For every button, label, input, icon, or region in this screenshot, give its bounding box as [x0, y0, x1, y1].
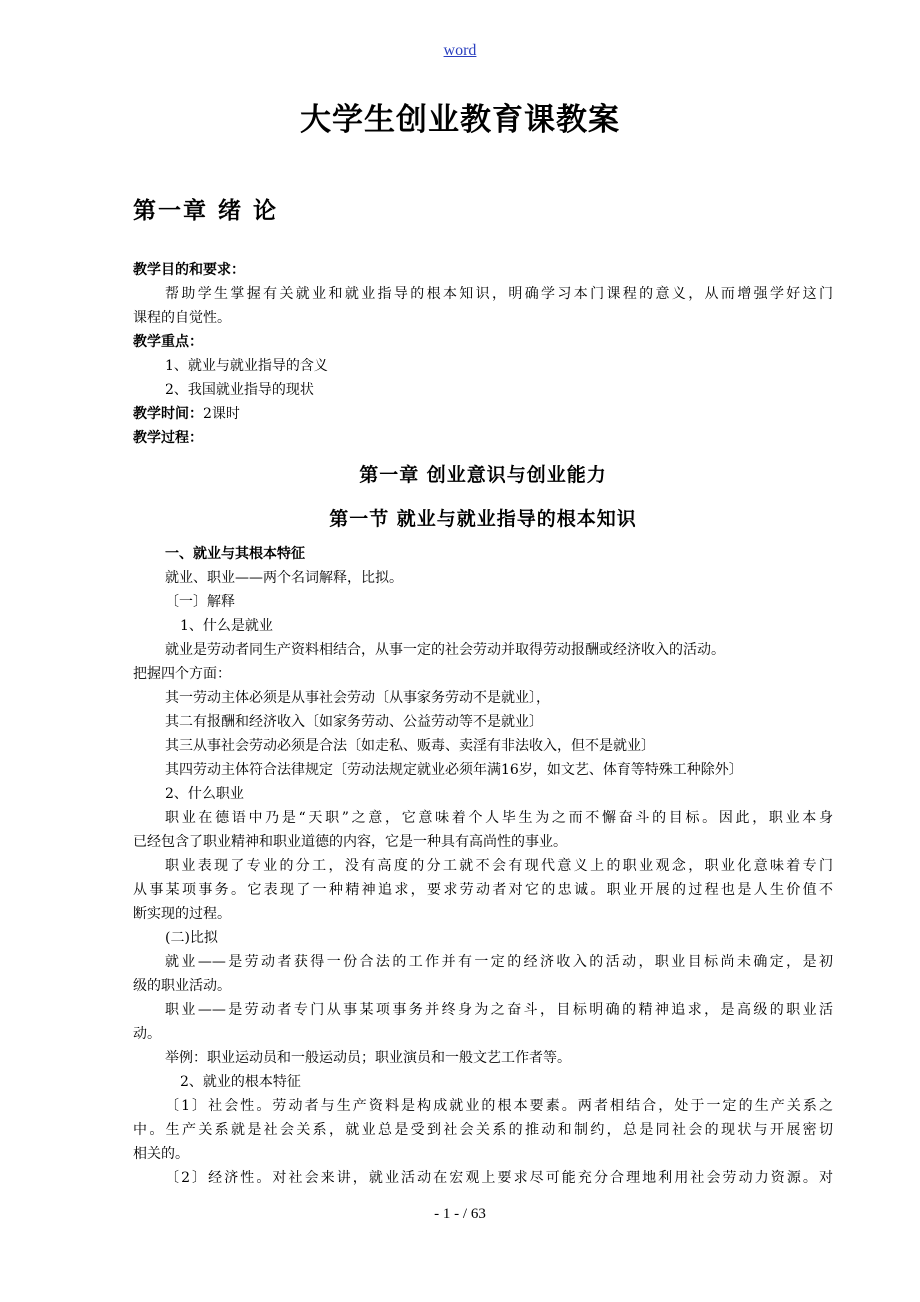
paragraph-cont: 已经包含了职业精神和职业道德的内容，它是一种具有高尚性的事业。	[133, 834, 567, 850]
paragraph: 就业是劳动者同生产资料相结合，从事一定的社会劳动并取得劳动报酬或经济收入的活动。	[165, 642, 725, 658]
objectives-label: 教学目的和要求：	[133, 262, 245, 278]
paragraph: 职业在德语中乃是“天职”之意，它意味着个人毕生为之而不懈奋斗的目标。因此，职业本身	[165, 810, 833, 826]
page-number: - 1 - / 63	[434, 1206, 486, 1222]
list-item: 其二有报酬和经济收入〔如家务劳动、公益劳动等不是就业〕	[165, 714, 543, 730]
paragraph-cont: 中。生产关系就是社会关系，就业总是受到社会关系的推动和制约，总是同社会的现状与开展密切	[133, 1122, 833, 1138]
paragraph: 2、什么职业	[165, 786, 244, 802]
teaching-time	[133, 402, 833, 426]
list-item: 其四劳动主体符合法律规定〔劳动法规定就业必须年满16岁，如文艺、体育等特殊工种除外〕	[165, 762, 743, 778]
paragraph: 〔1〕社会性。劳动者与生产资料是构成就业的根本要素。两者相结合，处于一定的生产关系之	[165, 1098, 833, 1114]
list-item: 其一劳动主体必须是从事社会劳动〔从事家务劳动不是就业〕，	[165, 690, 550, 706]
section-title: 第一节 就业与就业指导的根本知识	[329, 508, 637, 530]
document-title: 大学生创业教育课教案	[300, 102, 620, 138]
key-point-item: 1、就业与就业指导的含义	[165, 358, 328, 374]
paragraph: 就业——是劳动者获得一份合法的工作并有一定的经济收入的活动，职业目标尚未确定，是初	[165, 954, 833, 970]
paragraph: 举例：职业运动员和一般运动员；职业演员和一般文艺工作者等。	[165, 1050, 571, 1066]
document-body	[133, 258, 833, 1190]
header-word-link[interactable]: word	[443, 42, 477, 59]
paragraph: 2、就业的根本特征	[180, 1074, 301, 1090]
paragraph: 1、什么是就业	[180, 618, 273, 634]
key-point-item: 2、我国就业指导的现状	[165, 382, 314, 398]
objectives-text-cont: 课程的自觉性。	[133, 310, 231, 326]
paragraph-cont: 断实现的过程。	[133, 906, 231, 922]
paragraph: 职业表现了专业的分工，没有高度的分工就不会有现代意义上的职业观念，职业化意味着专门	[165, 858, 833, 874]
objectives-text: 帮助学生掌握有关就业和就业指导的根本知识，明确学习本门课程的意义，从而增强学好这门	[165, 286, 833, 302]
paragraph-cont: 从事某项事务。它表现了一种精神追求，要求劳动者对它的忠诚。职业开展的过程也是人生价值不	[133, 882, 833, 898]
paragraph: 〔一〕解释	[165, 594, 235, 610]
process-label: 教学过程：	[133, 430, 203, 446]
paragraph: (二)比拟	[165, 930, 218, 946]
key-points-label: 教学重点：	[133, 334, 203, 350]
paragraph: 〔2〕经济性。对社会来讲，就业活动在宏观上要求尽可能充分合理地利用社会劳动力资源。对	[165, 1170, 833, 1186]
paragraph: 职业——是劳动者专门从事某项事务并终身为之奋斗，目标明确的精神追求，是高级的职业活	[165, 1002, 833, 1018]
paragraph: 就业、职业——两个名词解释，比拟。	[165, 570, 403, 586]
chapter-heading: 第一章 绪 论	[133, 198, 279, 224]
subsection-heading: 一、就业与其根本特征	[165, 546, 305, 562]
paragraph-cont: 相关的。	[133, 1146, 189, 1162]
chapter-title: 第一章 创业意识与创业能力	[359, 464, 607, 486]
time-label: 教学时间：	[133, 406, 203, 422]
time-value: 2课时	[203, 406, 240, 422]
list-item: 其三从事社会劳动必须是合法〔如走私、贩毒、卖淫有非法收入，但不是就业〕	[165, 738, 655, 754]
paragraph-cont: 动。	[133, 1026, 161, 1042]
paragraph: 把握四个方面：	[133, 666, 231, 682]
paragraph-cont: 级的职业活动。	[133, 978, 231, 994]
